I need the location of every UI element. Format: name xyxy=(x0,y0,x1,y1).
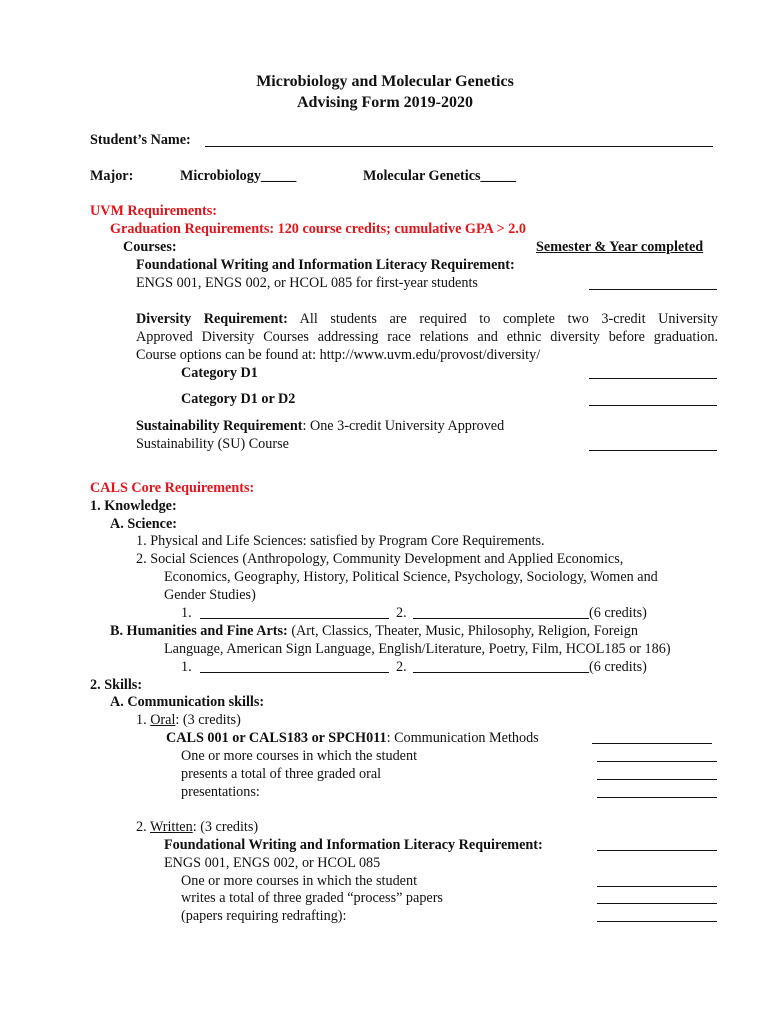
sustainability-text-2: Sustainability (SU) Course xyxy=(136,436,289,452)
diversity-title: Diversity Requirement: xyxy=(136,311,288,327)
humanities-text-1: (Art, Classics, Theater, Music, Philosophy, Religion, Foreign xyxy=(287,623,638,639)
science-item-2a: 2. Social Sciences (Anthropology, Community Development and Applied Economics, xyxy=(136,551,624,567)
oral-field-4[interactable] xyxy=(597,797,717,798)
oral-field-1[interactable] xyxy=(592,743,712,744)
category-d1-field[interactable] xyxy=(589,378,717,379)
category-d1-or-d2-field[interactable] xyxy=(589,405,717,406)
diversity-text-2: Approved Diversity Courses addressing race relations and ethnic diversity before graduation. xyxy=(136,329,718,345)
major-option-molecular-genetics[interactable]: Molecular Genetics_____ xyxy=(363,168,517,184)
humanities-blank-1-label: 1. xyxy=(181,659,192,675)
category-d1: Category D1 xyxy=(181,365,258,381)
science-item-2c: Gender Studies) xyxy=(164,587,256,603)
major-option-microbiology[interactable]: Microbiology_____ xyxy=(180,168,297,184)
oral-text-3: presentations: xyxy=(181,784,260,800)
fwil-semester-field[interactable] xyxy=(589,289,717,290)
sustainability-line-1 xyxy=(136,417,504,435)
semester-header: Semester & Year completed xyxy=(536,239,704,255)
written-line xyxy=(136,818,258,836)
science-item-2b: Economics, Geography, History, Political Science, Psychology, Sociology, Women and xyxy=(164,569,658,585)
social-blank-2-label: 2. xyxy=(396,605,407,621)
written-fwil: Foundational Writing and Information Literacy Requirement: xyxy=(164,837,543,853)
diversity-text-1: All students are required to complete two 3-credit University xyxy=(299,311,719,327)
oral-number: 1. xyxy=(136,712,147,728)
humanities-text-2: Language, American Sign Language, English/Literature, Poetry, Film, HCOL185 or 186) xyxy=(164,641,671,657)
written-text-3: (papers requiring redrafting): xyxy=(181,908,347,924)
student-name-label: Student’s Name: xyxy=(90,132,191,148)
communication-heading: A. Communication skills: xyxy=(110,694,265,710)
fwil-text: ENGS 001, ENGS 002, or HCOL 085 for first-year students xyxy=(136,275,478,291)
category-d1-or-d2: Category D1 or D2 xyxy=(181,391,296,407)
knowledge-heading: 1. Knowledge: xyxy=(90,498,177,514)
written-field-2[interactable] xyxy=(597,886,717,887)
humanities-line-1 xyxy=(110,622,638,640)
sustainability-text-1: : One 3-credit University Approved xyxy=(302,418,505,434)
humanities-blank-1-field[interactable] xyxy=(200,672,389,673)
written-text-1: One or more courses in which the student xyxy=(181,873,418,889)
title-line-1: Microbiology and Molecular Genetics xyxy=(256,73,514,90)
skills-heading: 2. Skills: xyxy=(90,677,143,693)
graduation-requirements: Graduation Requirements: 120 course credits; cumulative GPA > 2.0 xyxy=(110,221,526,237)
written-credits: : (3 credits) xyxy=(192,819,259,835)
written-engs: ENGS 001, ENGS 002, or HCOL 085 xyxy=(164,855,381,871)
oral-line xyxy=(136,711,241,729)
diversity-line-1 xyxy=(136,310,718,328)
humanities-title: B. Humanities and Fine Arts: xyxy=(110,623,288,639)
oral-label: Oral xyxy=(150,712,176,728)
sustainability-field[interactable] xyxy=(589,450,717,451)
humanities-blank-2-field[interactable] xyxy=(413,672,589,673)
sustainability-title: Sustainability Requirement xyxy=(136,418,303,434)
student-name-field[interactable] xyxy=(205,146,713,147)
social-blank-1-label: 1. xyxy=(181,605,192,621)
written-text-2: writes a total of three graded “process” papers xyxy=(181,890,443,906)
courses-label: Courses: xyxy=(123,239,177,255)
written-field-1[interactable] xyxy=(597,850,717,851)
diversity-text-3: Course options can be found at: http://www.uvm.edu/provost/diversity/ xyxy=(136,347,541,363)
oral-field-2[interactable] xyxy=(597,761,717,762)
written-label: Written xyxy=(149,819,193,835)
oral-credits: : (3 credits) xyxy=(175,712,241,728)
title-line-2: Advising Form 2019-2020 xyxy=(297,94,473,111)
uvm-heading: UVM Requirements: xyxy=(90,203,218,219)
major-label: Major: xyxy=(90,168,134,184)
written-field-4[interactable] xyxy=(597,921,717,922)
science-heading: A. Science: xyxy=(110,516,177,532)
oral-text-2: presents a total of three graded oral xyxy=(181,766,382,782)
written-number: 2. xyxy=(136,819,147,835)
social-credits: (6 credits) xyxy=(589,605,647,621)
oral-courses: CALS 001 or CALS183 or SPCH011 xyxy=(166,730,387,746)
social-blank-1-field[interactable] xyxy=(200,618,389,619)
oral-courses-suffix: : Communication Methods xyxy=(386,730,539,746)
humanities-blank-2-label: 2. xyxy=(396,659,407,675)
written-field-3[interactable] xyxy=(597,903,717,904)
oral-courses-line xyxy=(166,729,539,747)
fwil-title: Foundational Writing and Information Literacy Requirement: xyxy=(136,257,515,273)
cals-heading: CALS Core Requirements: xyxy=(90,480,255,496)
humanities-credits: (6 credits) xyxy=(589,659,647,675)
social-blank-2-field[interactable] xyxy=(413,618,589,619)
oral-text-1: One or more courses in which the student xyxy=(181,748,418,764)
science-item-1: 1. Physical and Life Sciences: satisfied by Program Core Requirements. xyxy=(136,533,545,549)
oral-field-3[interactable] xyxy=(597,779,717,780)
